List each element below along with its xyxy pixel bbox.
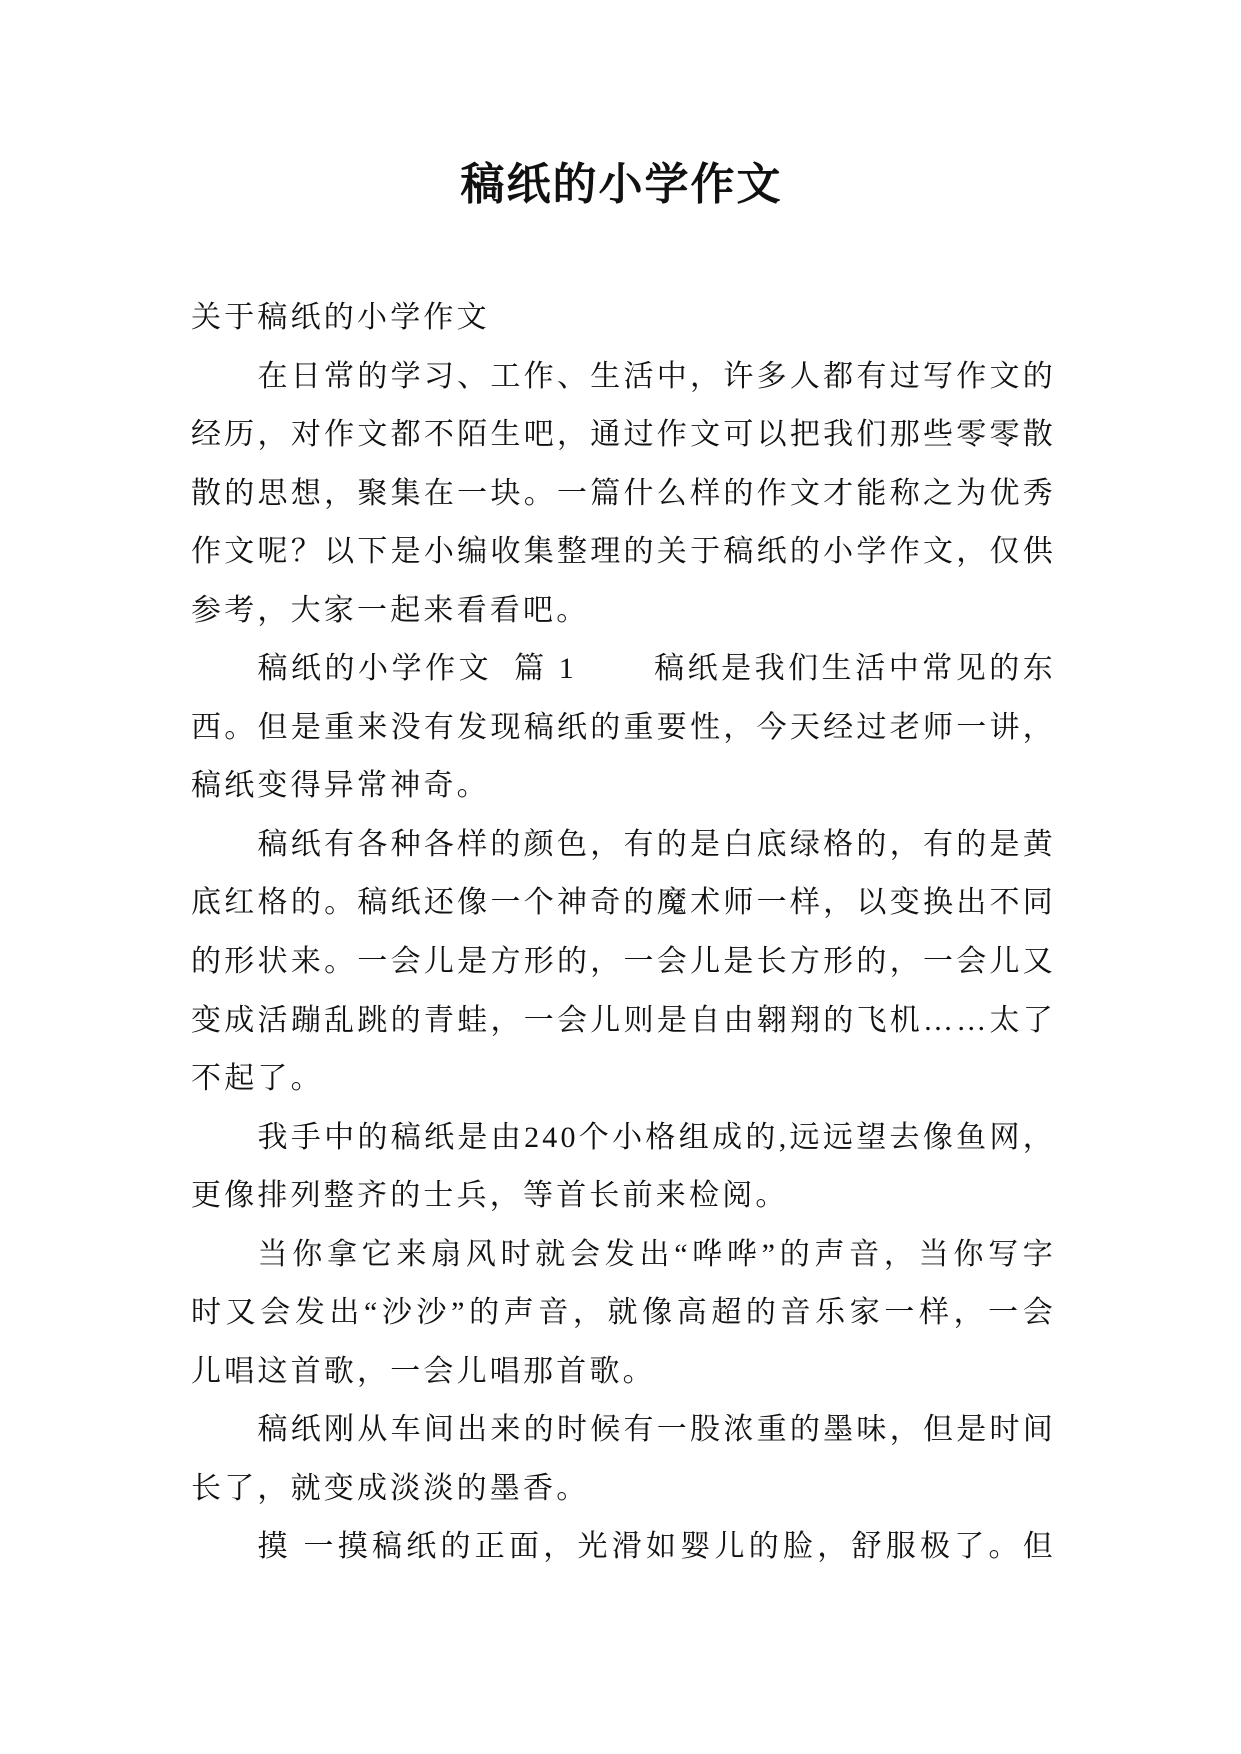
paragraph xyxy=(191,1226,1056,1402)
paragraph-line: 西。但是重来没有发现稿纸的重要性，今天经过老师一讲， xyxy=(191,710,1056,744)
paragraph-line: 经历，对作文都不陌生吧，通过作文可以把我们那些零零散 xyxy=(191,418,1056,452)
paragraph xyxy=(191,1518,1056,1577)
paragraph-line: 散的思想，聚集在一块。一篇什么样的作文才能称之为优秀 xyxy=(191,476,1056,510)
document-body xyxy=(191,289,1056,1577)
paragraph xyxy=(191,348,1056,641)
paragraph-line: 变成活蹦乱跳的青蛙，一会儿则是自由翱翔的飞机……太了 xyxy=(191,1003,1056,1037)
paragraph-line: 更像排列整齐的士兵，等首长前来检阅。 xyxy=(191,1179,789,1213)
paragraph-list xyxy=(191,348,1056,1577)
document-title: 稿纸的小学作文 xyxy=(460,160,783,209)
paragraph-line: 稿纸变得异常神奇。 xyxy=(191,769,490,803)
paragraph-line: 参考，大家一起来看看吧。 xyxy=(191,593,590,627)
paragraph-line: 当你拿它来扇风时就会发出“哗哗”的声音，当你写字 xyxy=(257,1237,1056,1271)
paragraph-line: 时又会发出“沙沙”的声音，就像高超的音乐家一样，一会 xyxy=(191,1296,1056,1330)
paragraph xyxy=(191,640,1056,816)
paragraph xyxy=(191,1109,1056,1226)
paragraph-line: 在日常的学习、工作、生活中，许多人都有过写作文的 xyxy=(257,359,1056,393)
paragraph-line: 我手中的稿纸是由240个小格组成的,远远望去像鱼网， xyxy=(257,1120,1056,1154)
paragraph xyxy=(191,816,1056,1109)
paragraph-line: 稿纸刚从车间出来的时候有一股浓重的墨味，但是时间 xyxy=(257,1413,1056,1447)
paragraph-line: 稿纸的小学作文 篇 1 稿纸是我们生活中常见的东 xyxy=(257,652,1056,686)
document-subtitle: 关于稿纸的小学作文 xyxy=(191,301,490,334)
paragraph-line: 的形状来。一会儿是方形的，一会儿是长方形的，一会儿又 xyxy=(191,945,1056,979)
paragraph-line: 摸 一摸稿纸的正面，光滑如婴儿的脸，舒服极了。但 xyxy=(257,1530,1056,1564)
paragraph xyxy=(191,1401,1056,1518)
paragraph-line: 儿唱这首歌，一会儿唱那首歌。 xyxy=(191,1354,656,1388)
paragraph-line: 底红格的。稿纸还像一个神奇的魔术师一样，以变换出不同 xyxy=(191,886,1056,920)
paragraph-line: 稿纸有各种各样的颜色，有的是白底绿格的，有的是黄 xyxy=(257,827,1056,861)
paragraph-line: 长了，就变成淡淡的墨香。 xyxy=(191,1471,590,1505)
paragraph-line: 不起了。 xyxy=(191,1062,324,1096)
paragraph-line: 作文呢？以下是小编收集整理的关于稿纸的小学作文，仅供 xyxy=(191,535,1056,569)
